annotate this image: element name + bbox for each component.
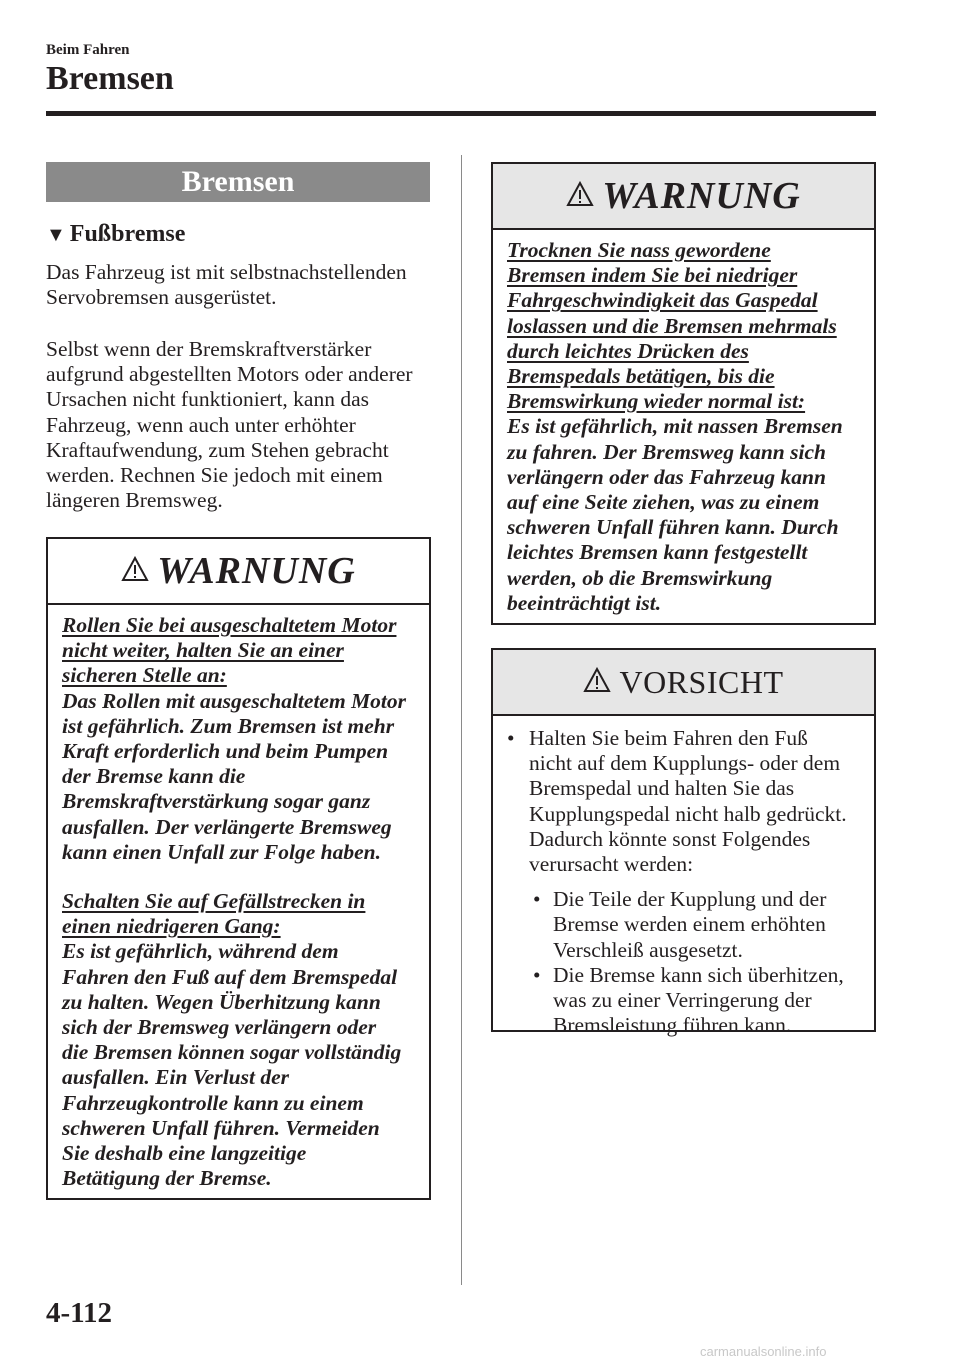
warning-text-line: Betätigung der Bremse.: [62, 1166, 272, 1191]
warning-text-line: zu fahren. Der Bremsweg kann sich: [507, 439, 826, 464]
warning-text-line: schweren Unfall führen. Vermeiden: [62, 1115, 380, 1140]
warning-heading-line: sicheren Stelle an:: [62, 663, 227, 688]
warning-box-wet-brakes: [491, 162, 876, 625]
warning-triangle-icon: [566, 181, 594, 212]
text-line: Bremspedal und halten Sie das: [529, 776, 795, 801]
text-line: längeren Bremsweg.: [46, 488, 223, 513]
text-line: Servobremsen ausgerüstet.: [46, 285, 277, 310]
text-line: Kraftaufwendung, zum Stehen gebracht: [46, 437, 389, 462]
warning-text-line: leichtes Bremsen kann festgestellt: [507, 540, 808, 565]
warning-text-line: verlängern oder das Fahrzeug kann: [507, 464, 826, 489]
page-title: Bremsen: [46, 60, 174, 97]
warning-text-line: werden, ob die Bremswirkung: [507, 565, 773, 590]
text-line: Die Teile der Kupplung und der: [553, 887, 827, 912]
triangle-down-icon: ▼: [46, 224, 66, 246]
text-line: Halten Sie beim Fahren den Fuß: [529, 726, 808, 750]
warning-box-engine-off: [46, 537, 431, 1200]
text-line: aufgrund abgestellten Motors oder anderer: [46, 362, 413, 387]
warning-heading-line: Bremsen indem Sie bei niedriger: [507, 263, 798, 288]
column-divider: [461, 155, 462, 1285]
warning-text-line: die Bremsen können sogar vollständig: [62, 1040, 402, 1065]
warning-text-line: schweren Unfall führen kann. Durch: [507, 515, 839, 540]
subheading: [46, 219, 185, 250]
text-line: Das Fahrzeug ist mit selbstnachstellenden: [46, 260, 407, 284]
warning-text-line: ausfallen. Ein Verlust der: [62, 1065, 289, 1090]
sub-list-item-text: [553, 963, 844, 1039]
warning-heading-line: Fahrgeschwindigkeit das Gaspedal: [507, 288, 818, 313]
list-item: [507, 726, 864, 877]
text-line: Kupplungspedal nicht halb gedrückt.: [529, 801, 847, 826]
warning-text-line: sich der Bremsweg verlängern oder: [62, 1015, 377, 1040]
warning-text-line: der Bremse kann die: [62, 764, 246, 789]
text-line: Selbst wenn der Bremskraftverstärker: [46, 337, 372, 361]
paragraph-intro: [46, 260, 446, 310]
header-rule: [46, 111, 876, 116]
warning-title: WARNUNG: [157, 550, 356, 592]
list-item-text: [529, 726, 847, 877]
page-number: 4-112: [46, 1297, 113, 1329]
warning-header: [493, 164, 874, 230]
warning-text-line: zu halten. Wegen Überhitzung kann: [62, 989, 381, 1014]
text-line: werden. Rechnen Sie jedoch mit einem: [46, 463, 383, 488]
warning-text-line: Das Rollen mit ausgeschaltetem Motor: [62, 688, 407, 713]
warning-title: WARNUNG: [602, 175, 801, 217]
warning-body: [493, 230, 874, 626]
text-line: Fahrzeug, wenn auch unter erhöhter: [46, 412, 356, 437]
warning-text-line: Sie deshalb eine langzeitige: [62, 1141, 307, 1166]
warning-heading-line: Bremspedals betätigen, bis die: [507, 364, 775, 389]
text-line: Bremsleistung führen kann.: [553, 1013, 792, 1038]
warning-text-line: Fahrzeugkontrolle kann zu einem: [62, 1090, 364, 1115]
warning-body: [48, 605, 429, 1201]
text-line: nicht auf dem Kupplungs- oder dem: [529, 751, 841, 776]
warning-heading-line: Rollen Sie bei ausgeschaltetem Motor: [62, 613, 397, 637]
text-line: Bremse werden einem erhöhten: [553, 912, 826, 937]
warning-text-line: kann einen Unfall zur Folge haben.: [62, 839, 381, 864]
chapter-label: Beim Fahren: [46, 42, 130, 58]
warning-text-line: Fahren den Fuß auf dem Bremspedal: [62, 964, 398, 989]
warning-heading-line: Schalten Sie auf Gefällstrecken in: [62, 889, 366, 914]
warning-triangle-icon: [583, 667, 611, 698]
caution-box: [491, 648, 876, 1038]
text-line: Die Bremse kann sich überhitzen,: [553, 962, 844, 987]
warning-text-line: Bremskraftverstärkung sogar ganz: [62, 789, 371, 814]
warning-text-line: Es ist gefährlich, während dem: [62, 939, 339, 964]
bullet-icon: •: [533, 962, 541, 987]
warning-heading-line: einen niedrigeren Gang:: [62, 914, 281, 939]
sub-list-item: [529, 887, 864, 963]
caution-title: VORSICHT: [619, 663, 784, 700]
bullet-icon: •: [533, 887, 541, 912]
warning-triangle-icon: [121, 556, 149, 587]
text-line: Verschleiß ausgesetzt.: [553, 937, 743, 962]
text-line: Ursachen nicht funktioniert, kann das: [46, 387, 370, 412]
caution-header: [493, 650, 874, 716]
subheading-text: Fußbremse: [69, 221, 186, 247]
warning-text-line: Kraft erforderlich und beim Pumpen: [62, 739, 389, 764]
warning-text-line: auf eine Seite ziehen, was zu einem: [507, 490, 820, 515]
bullet-icon: •: [507, 726, 515, 750]
warning-text-line: Es ist gefährlich, mit nassen Bremsen: [507, 414, 843, 439]
paragraph-booster: [46, 337, 446, 513]
text-line: was zu einer Verringerung der: [553, 988, 812, 1013]
warning-heading-line: Bremswirkung wieder normal ist:: [507, 389, 806, 414]
watermark: carmanualsonline.info: [700, 1344, 827, 1359]
sub-list-item: [529, 963, 864, 1039]
warning-text-line: ausfallen. Der verlängerte Bremsweg: [62, 814, 392, 839]
warning-header: [48, 539, 429, 605]
text-line: Dadurch könnte sonst Folgendes: [529, 826, 811, 851]
warning-text-line: ist gefährlich. Zum Bremsen ist mehr: [62, 713, 395, 738]
text-line: verursacht werden:: [529, 852, 694, 877]
warning-heading-line: nicht weiter, halten Sie an einer: [62, 638, 344, 663]
warning-heading-line: Trocknen Sie nass gewordene: [507, 238, 771, 262]
warning-heading-line: durch leichtes Drücken des: [507, 338, 749, 363]
section-title: Bremsen: [46, 162, 430, 202]
warning-heading-line: loslassen und die Bremsen mehrmals: [507, 313, 837, 338]
warning-text-line: beeinträchtigt ist.: [507, 590, 662, 615]
sub-list-item-text: [553, 887, 826, 963]
caution-body: [493, 716, 874, 1048]
